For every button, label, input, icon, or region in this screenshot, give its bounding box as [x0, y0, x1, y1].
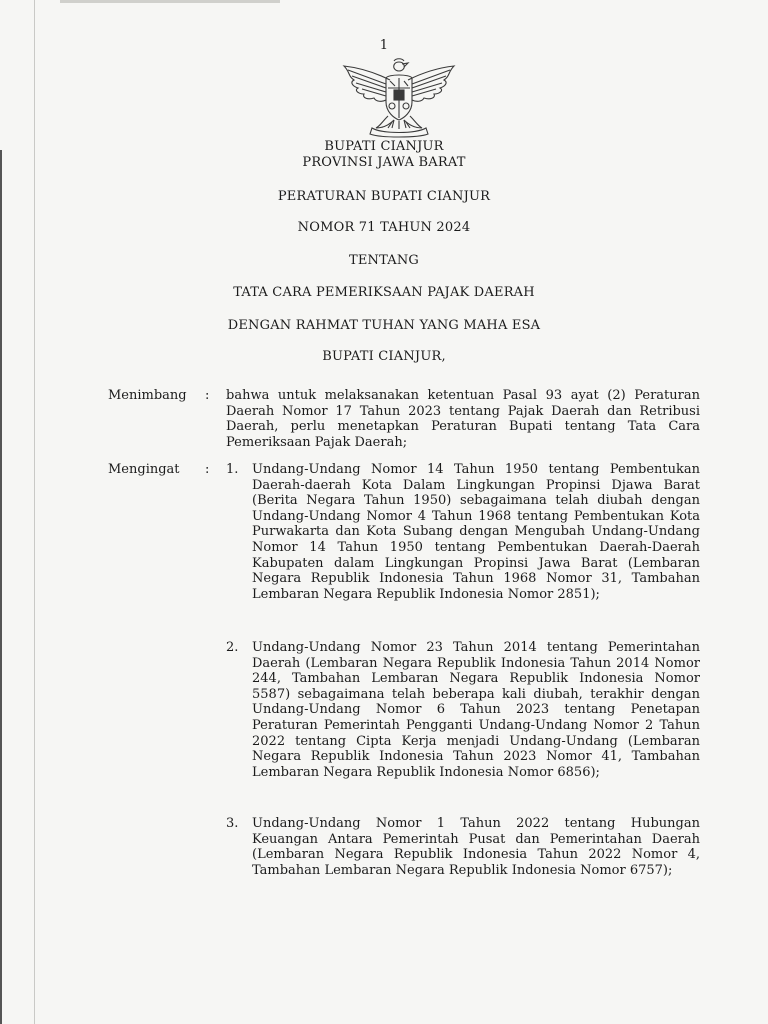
regulation-blessing: DENGAN RAHMAT TUHAN YANG MAHA ESA: [227, 318, 541, 333]
mengingat-item-number: 2.: [226, 640, 239, 655]
mengingat-colon: :: [205, 462, 210, 477]
regulation-about: TENTANG: [348, 253, 420, 268]
header-regency: BUPATI CIANJUR: [324, 139, 444, 154]
header-province: PROVINSI JAWA BARAT: [302, 155, 466, 170]
mengingat-label: Mengingat: [108, 462, 180, 477]
mengingat-item-number: 1.: [226, 462, 239, 477]
menimbang-label: Menimbang: [108, 388, 187, 403]
regulation-subject: TATA CARA PEMERIKSAAN PAJAK DAERAH: [233, 285, 535, 300]
mengingat-item-text: Undang-Undang Nomor 23 Tahun 2014 tentang Pemerintahan Daerah (Lembaran Negara Republik Indonesia Tahun 2014 Nomor 244, Tambahan Lembaran Negara Republik Indonesia Nomor 5587) sebagaimana telah beberapa kali diubah, terakhir dengan Undang-Undang Nomor 6 Tahun 2023 tentang Penetapan Peraturan Pemerintah Pengganti Undang-Undang Nomor 2 Tahun 2022 tentang Cipta Kerja menjadi Undang-Undang (Lembaran Negara Republik Indonesia Tahun 2023 Nomor 41, Tambahan Lembaran Negara Republik Indonesia Nomor 6856);: [252, 640, 700, 780]
regulation-number: NOMOR 71 TAHUN 2024: [297, 220, 471, 235]
mengingat-item-number: 3.: [226, 816, 239, 831]
menimbang-colon: :: [205, 388, 210, 403]
scan-top-smudge: [60, 0, 280, 3]
regulation-authority: BUPATI CIANJUR,: [322, 349, 446, 364]
mengingat-item-text: Undang-Undang Nomor 14 Tahun 1950 tentang Pembentukan Daerah-daerah Kota Dalam Lingkungan Propinsi Djawa Barat (Berita Negara Tahun 1950) sebagaimana telah diubah dengan Undang-Undang Nomor 4 Tahun 1968 tentang Pembentukan Kota Purwakarta dan Kota Subang dengan Mengubah Undang-Undang Nomor 14 Tahun 1950 tentang Pembentukan Daerah-Daerah Kabupaten dalam Lingkungan Propinsi Jawa Barat (Lembaran Negara Republik Indonesia Tahun 1968 Nomor 31, Tambahan Lembaran Negara Republik Indonesia Nomor 2851);: [252, 462, 700, 602]
scan-left-border: [0, 150, 2, 1024]
regulation-title: PERATURAN BUPATI CIANJUR: [277, 189, 491, 204]
page-number: 1: [379, 38, 389, 53]
menimbang-text: bahwa untuk melaksanakan ketentuan Pasal 93 ayat (2) Peraturan Daerah Nomor 17 Tahun 2023 tentang Pajak Daerah dan Retribusi Daerah, perlu menetapkan Peraturan Bupati tentang Tata Cara Pemeriksaan Pajak Daerah;: [226, 388, 700, 450]
mengingat-item-text: Undang-Undang Nomor 1 Tahun 2022 tentang Hubungan Keuangan Antara Pemerintah Pusat dan Pemerintahan Daerah (Lembaran Negara Republik Indonesia Tahun 2022 Nomor 4, Tambahan Lembaran Negara Republik Indonesia Nomor 6757);: [252, 816, 700, 878]
garuda-emblem-icon: [338, 58, 460, 140]
